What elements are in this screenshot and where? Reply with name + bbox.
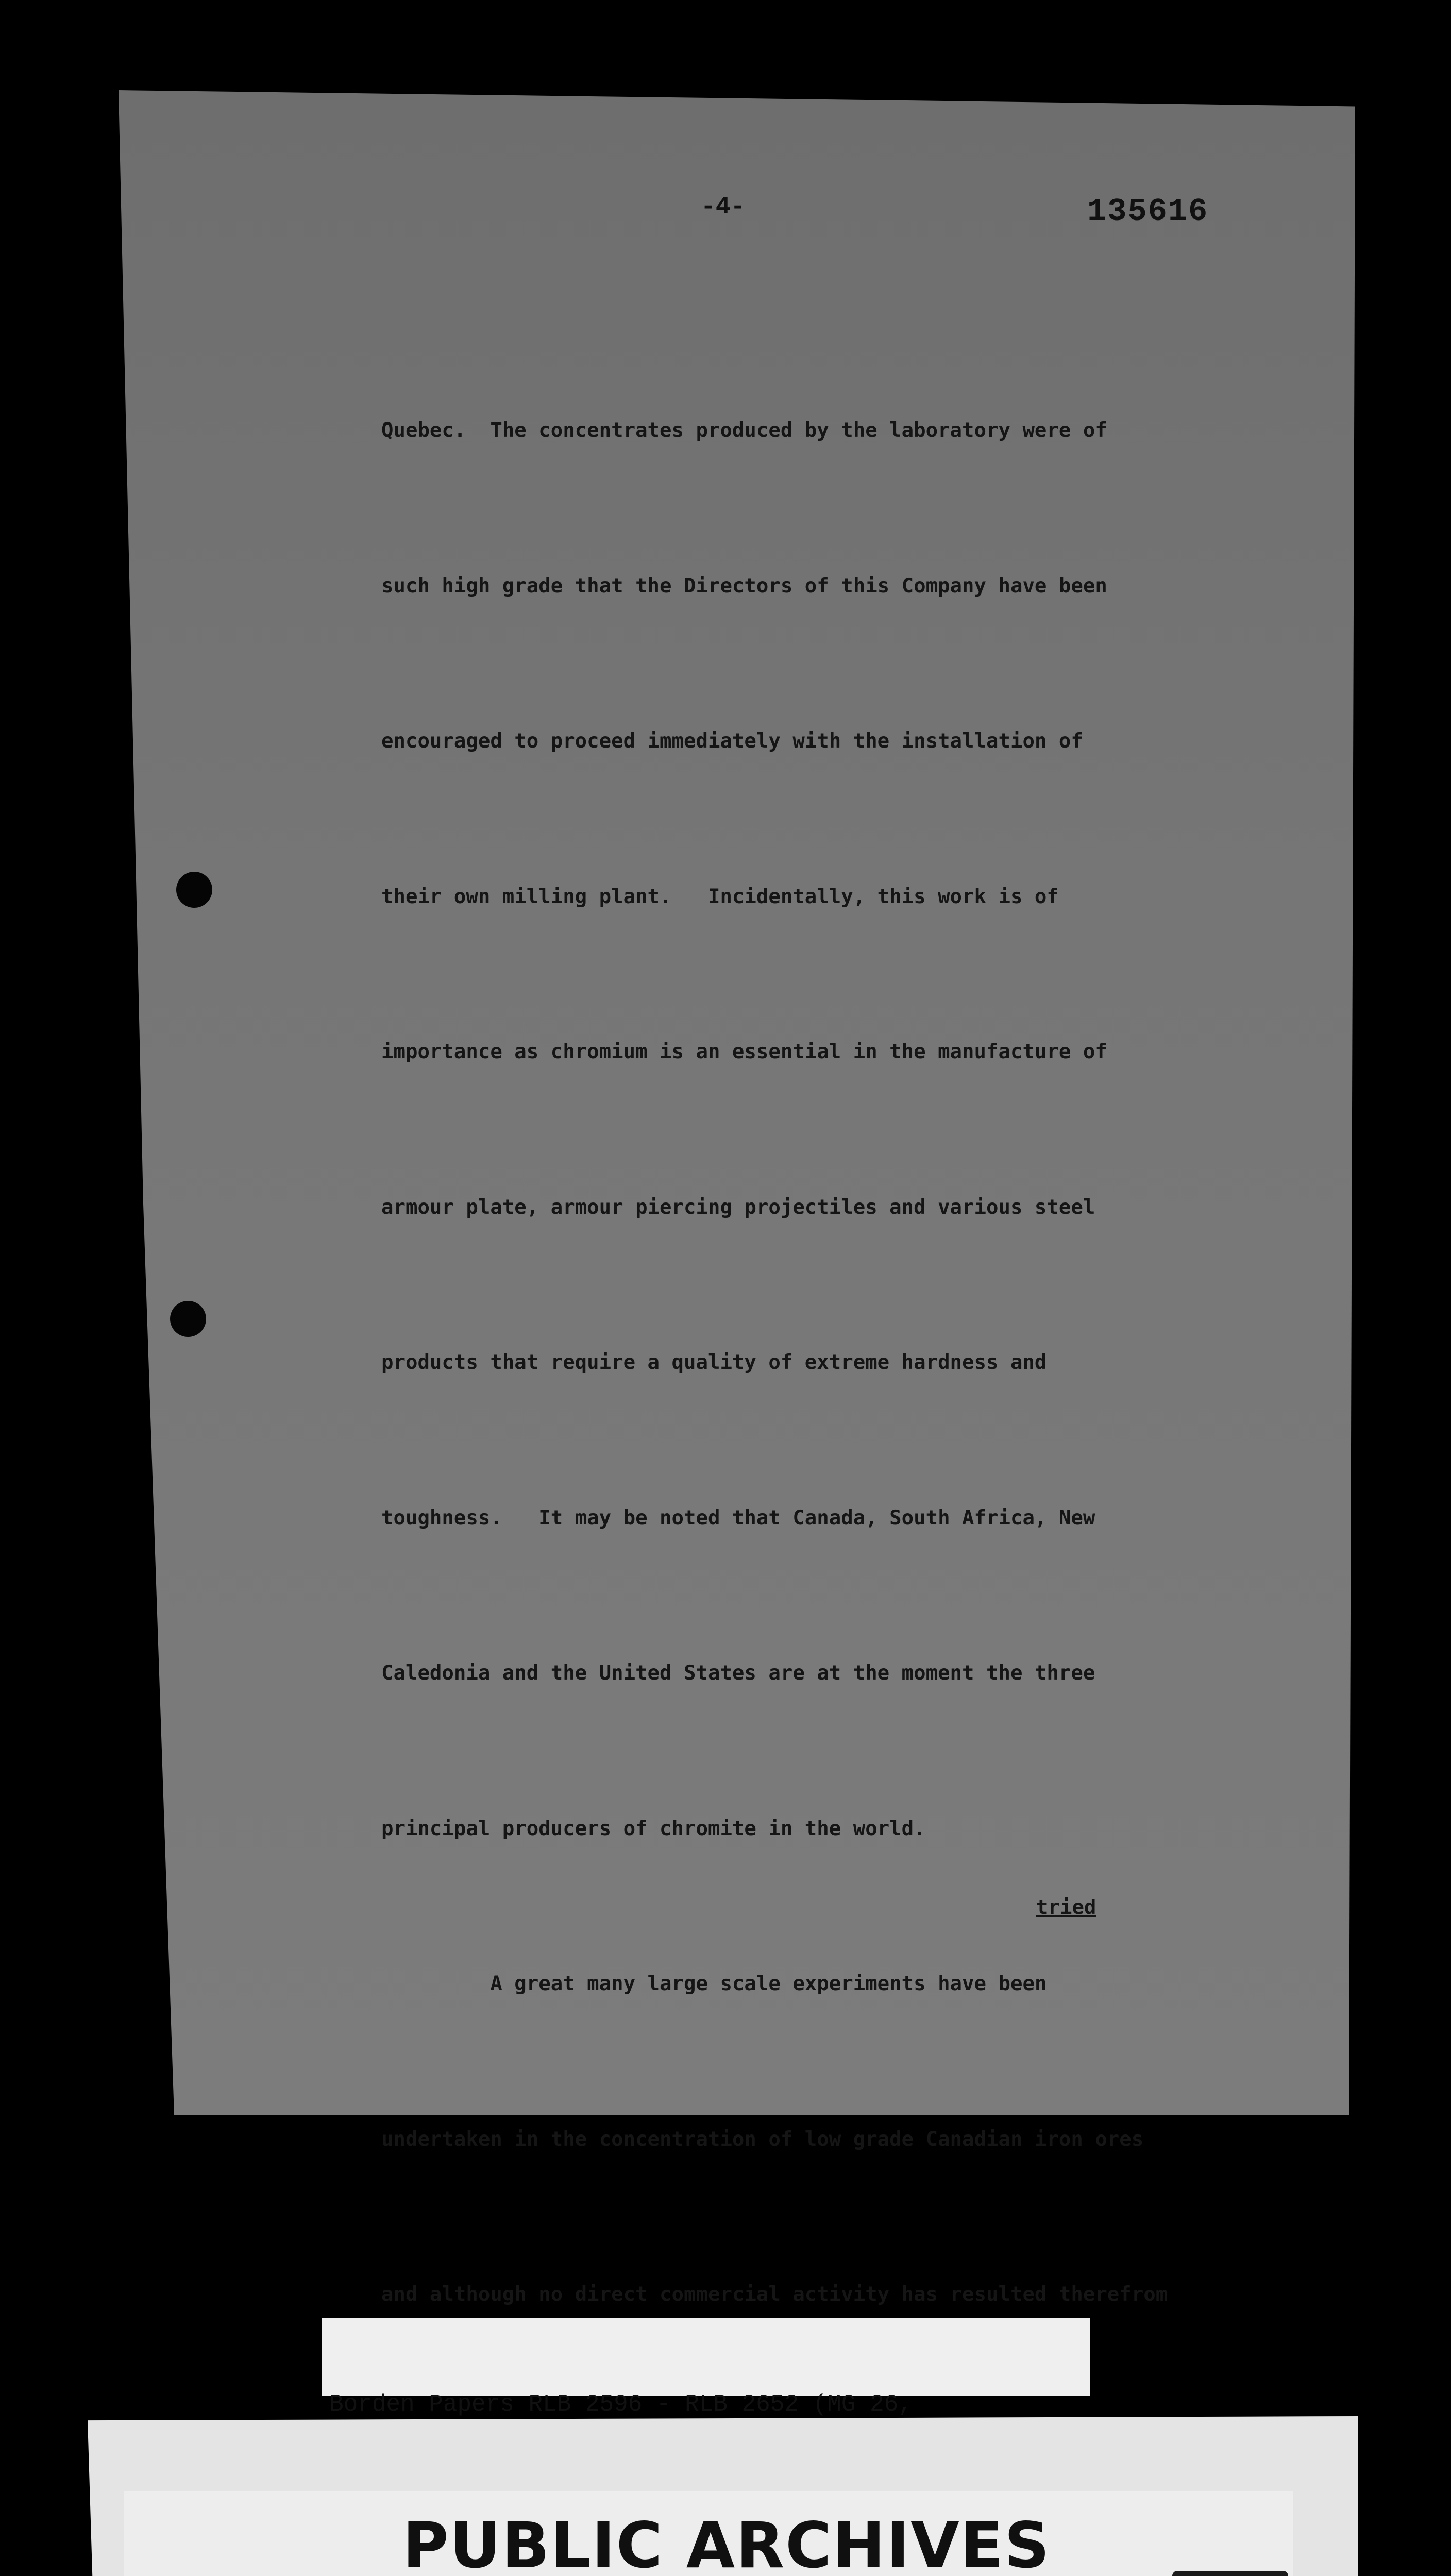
page-number: -4- (701, 193, 746, 221)
body-line: products that require a quality of extreme hardness and (381, 1351, 1047, 1374)
body-line: such high grade that the Directors of this Company have been (381, 574, 1107, 598)
body-line: encouraged to proceed immediately with the installation of (381, 730, 1083, 753)
body-line: Quebec. The concentrates produced by the laboratory were of (381, 419, 1107, 442)
body-line: armour plate, armour piercing projectiles and various steel (381, 1195, 1095, 1219)
punch-hole-lower (170, 1301, 206, 1337)
body-line: Caledonia and the United States are at the moment the three (381, 1662, 1095, 1685)
archive-title-english: PUBLIC ARCHIVES (402, 2509, 1051, 2576)
punch-hole-upper (176, 872, 212, 908)
body-line: toughness. It may be noted that Canada, South Africa, New (381, 1506, 1095, 1530)
document-id-stamp: 135616 (1087, 193, 1209, 230)
body-line: principal producers of chromite in the world. (381, 1817, 926, 1840)
reference-line: Borden Papers RLB 2596 - RLB 2652 (MG 26, (329, 2391, 913, 2418)
catchword: tried (1036, 1896, 1096, 1919)
body-line: and although no direct commercial activity has resulted therefrom (381, 2283, 1168, 2306)
body-line: A great many large scale experiments have been (381, 1972, 1047, 1995)
body-line: importance as chromium is an essential in the manufacture of (381, 1040, 1107, 1063)
archive-reference-label (322, 2318, 1090, 2418)
document-body (381, 301, 1252, 2576)
body-line: undertaken in the concentration of low grade Canadian iron ores (381, 2127, 1144, 2151)
archive-emblem (1172, 2571, 1288, 2576)
body-line: their own milling plant. Incidentally, this work is of (381, 885, 1059, 908)
